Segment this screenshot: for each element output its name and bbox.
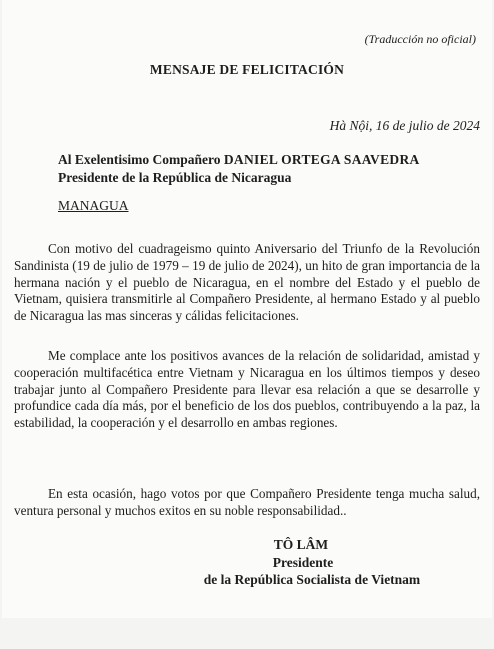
addressee-block bbox=[58, 151, 420, 187]
paragraph-1: Con motivo del cuadrageismo quinto Aniversario del Triunfo de la Revolución Sandinista (19 de julio de 1979 – 19 de julio de 2024), un hito de gran importancia de la hermana nación y el pueblo de Nicaragua, en el nombre del Estado y el pueblo de Vietnam, quisiera transmitirle al Compañero Presidente, al hermano Estado y al pueblo de Nicaragua las mas sinceras y cálidas felicitaciones. bbox=[14, 241, 480, 324]
signature-block bbox=[0, 536, 494, 589]
letter-heading: MENSAJE DE FELICITACIÓN bbox=[149, 62, 345, 77]
addressee-prefix: Al Exelentisimo Compañero bbox=[58, 152, 224, 167]
letter-date: Hà Nội, 16 de julio de 2024 bbox=[329, 118, 480, 133]
signatory-state: de la República Socialista de Vietnam bbox=[203, 572, 421, 587]
paragraph-2: Me complace ante los positivos avances de la relación de solidaridad, amistad y cooperación multifacética entre Vietnam y Nicaragua en los últimos tiempos y deseo trabajar junto al Compañero Presidente para llevar esa relación a que se desarrolle y profundice cada día más, por el beneficio de los dos pueblos, contribuyendo a la paz, la estabilidad, la cooperación y el desarrollo en ambas regiones. bbox=[14, 348, 480, 431]
signatory-name: TÔ LÂM bbox=[273, 537, 329, 552]
paragraph-3: En esta ocasión, hago votos por que Compañero Presidente tenga mucha salud, ventura personal y muchos exitos en su noble responsabilidad.. bbox=[14, 486, 480, 518]
addressee-name: DANIEL ORTEGA SAAVEDRA bbox=[223, 152, 420, 167]
translation-note: (Traducción no oficial) bbox=[364, 32, 476, 46]
addressee-line-1 bbox=[58, 151, 420, 169]
addressee-city: MANAGUA bbox=[58, 198, 129, 213]
signatory-role: Presidente bbox=[272, 554, 334, 570]
addressee-line-2: Presidente de la República de Nicaragua bbox=[58, 170, 292, 185]
